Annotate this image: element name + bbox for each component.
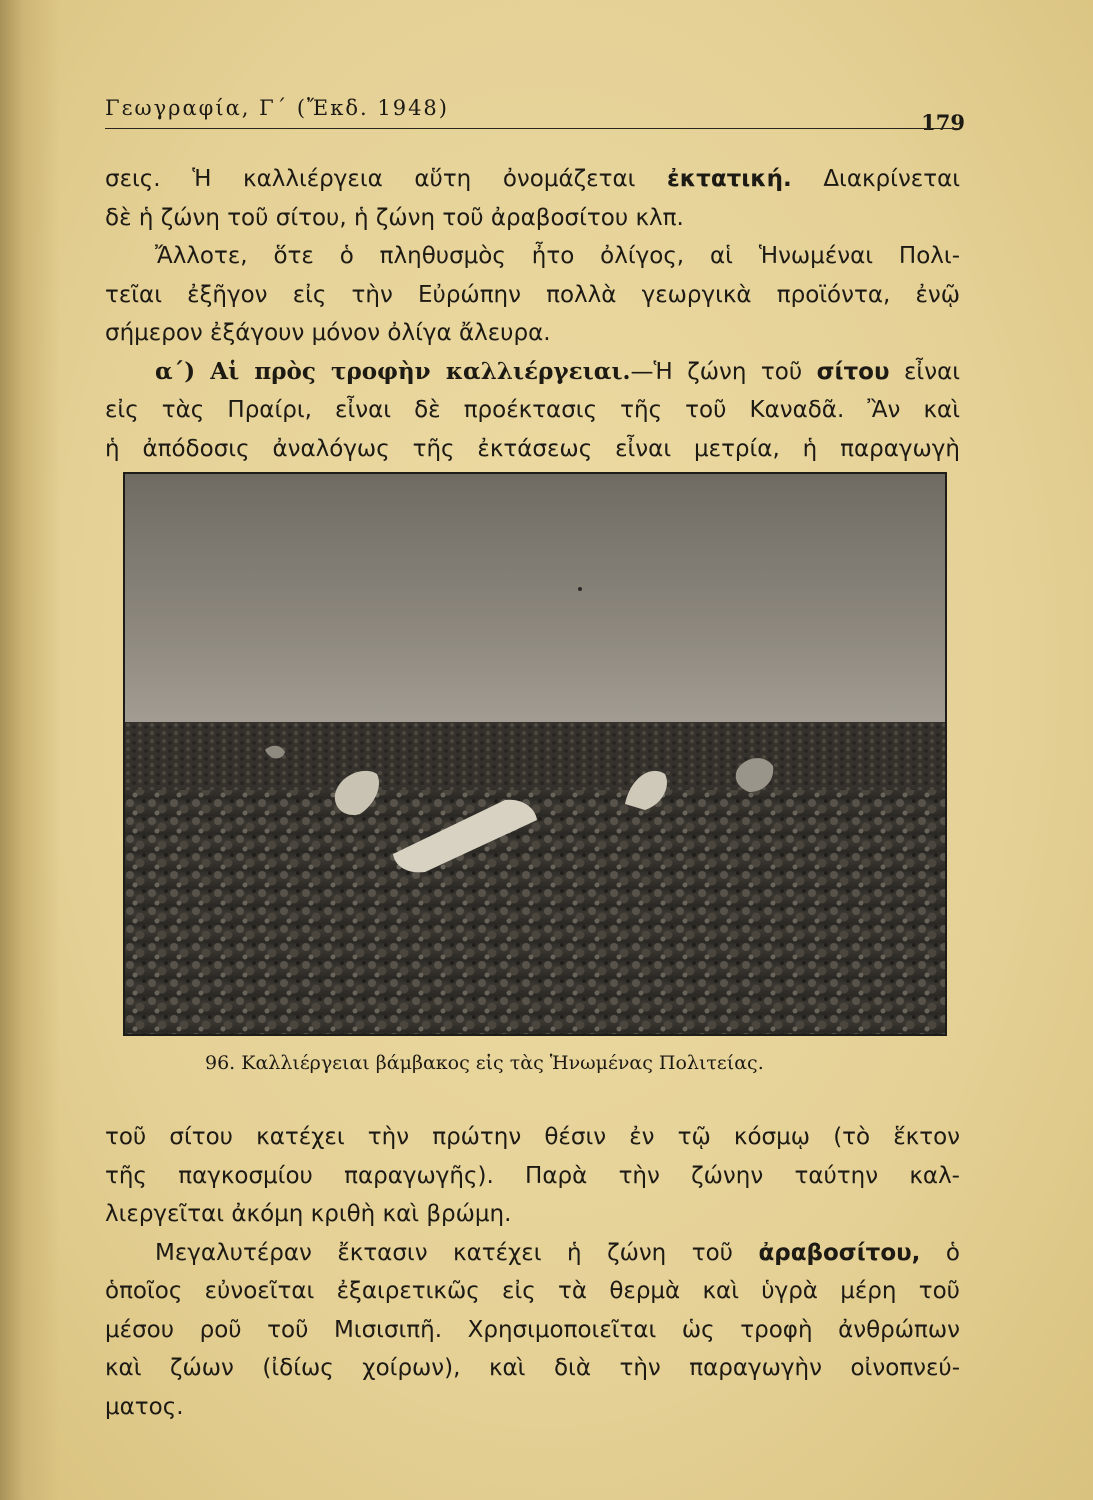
photo-speck [578,587,582,591]
photo-sky [125,474,945,724]
cotton-field-photo [123,472,947,1036]
text-line: σήμερον ἐξάγουν μόνον ὀλίγα ἄλευρα. [105,320,551,346]
text-span: —Ἡ ζώνη τοῦ [630,358,803,385]
page-header [105,88,965,135]
text-span: ὁ [945,1239,960,1266]
text-line [105,160,960,199]
text-line: ὁποῖος εὐνοεῖται ἐξαιρετικῶς εἰς τὰ θερμὰ καὶ ὑγρὰ μέρη τοῦ [105,1278,960,1304]
text-line: τῆς παγκοσμίου παραγωγῆς). Παρὰ τὴν ζώνην ταύτην καλ- [105,1162,960,1189]
text-line: τοῦ σίτου κατέχει τὴν πρώτην θέσιν ἐν τῷ κόσμῳ (τὸ ἕκτον [105,1124,960,1150]
text-line: ματος. [105,1393,184,1420]
emphasis-term: ἀραβοσίτου, [758,1239,921,1266]
text-line [105,1234,960,1273]
photo-drawing [125,474,945,1034]
photo-field-near [125,790,945,1034]
photo-field-far [125,722,945,792]
text-line: ἡ ἀπόδοσις ἀναλόγως τῆς ἐκτάσεως εἶναι μετρία, ἡ παραγωγὴ [105,435,960,462]
figure-caption: 96. Καλλιέργειαι βάμβακος εἰς τὰς Ἡνωμένας Πολιτείας. [205,1052,764,1074]
text-line: δὲ ἡ ζώνη τοῦ σίτου, ἡ ζώνη τοῦ ἀραβοσίτου κλπ. [105,204,684,231]
text-span: σεις. Ἡ καλλιέργεια αὕτη ὀνομάζεται [105,166,636,192]
emphasis-term: ἐκτατική. [667,166,792,192]
text-line: εἰς τὰς Πραίρι, εἶναι δὲ προέκτασις τῆς τοῦ Καναδᾶ. Ἂν καὶ [105,397,960,423]
text-span: Διακρίνεται [823,166,960,192]
text-line: καὶ ζώων (ἰδίως χοίρων), καὶ διὰ τὴν παραγωγὴν οἰνοπνεύ- [105,1355,960,1381]
text-block-bottom [105,1118,960,1426]
header-rule [105,128,960,129]
text-line: μέσου ροῦ τοῦ Μισισιπῆ. Χρησιμοποιεῖται ὡς τροφὴ ἀνθρώπων [105,1316,960,1343]
text-line: Ἄλλοτε, ὅτε ὁ πληθυσμὸς ἦτο ὀλίγος, αἱ Ἡνωμέναι Πολι- [155,243,960,269]
section-heading: α΄) Αἱ πρὸς τροφὴν καλλιέργειαι. [155,357,631,385]
emphasis-term: σίτου [816,358,890,385]
text-block-top [105,160,960,468]
text-line: τεῖαι ἐξῆγον εἰς τὴν Εὐρώπην πολλὰ γεωργικὰ προϊόντα, ἐνῷ [105,281,960,308]
text-line: λιεργεῖται ἀκόμη κριθὴ καὶ βρώμη. [105,1201,512,1227]
page-number: 179 [921,110,965,135]
text-line [105,353,960,392]
running-head: Γεωγραφία, Γ΄ (Ἔκδ. 1948) [105,96,449,120]
text-span: εἶναι [904,358,960,385]
text-span: Μεγαλυτέραν ἔκτασιν κατέχει ἡ ζώνη τοῦ [155,1239,733,1266]
page-spine-shadow [0,0,60,1500]
